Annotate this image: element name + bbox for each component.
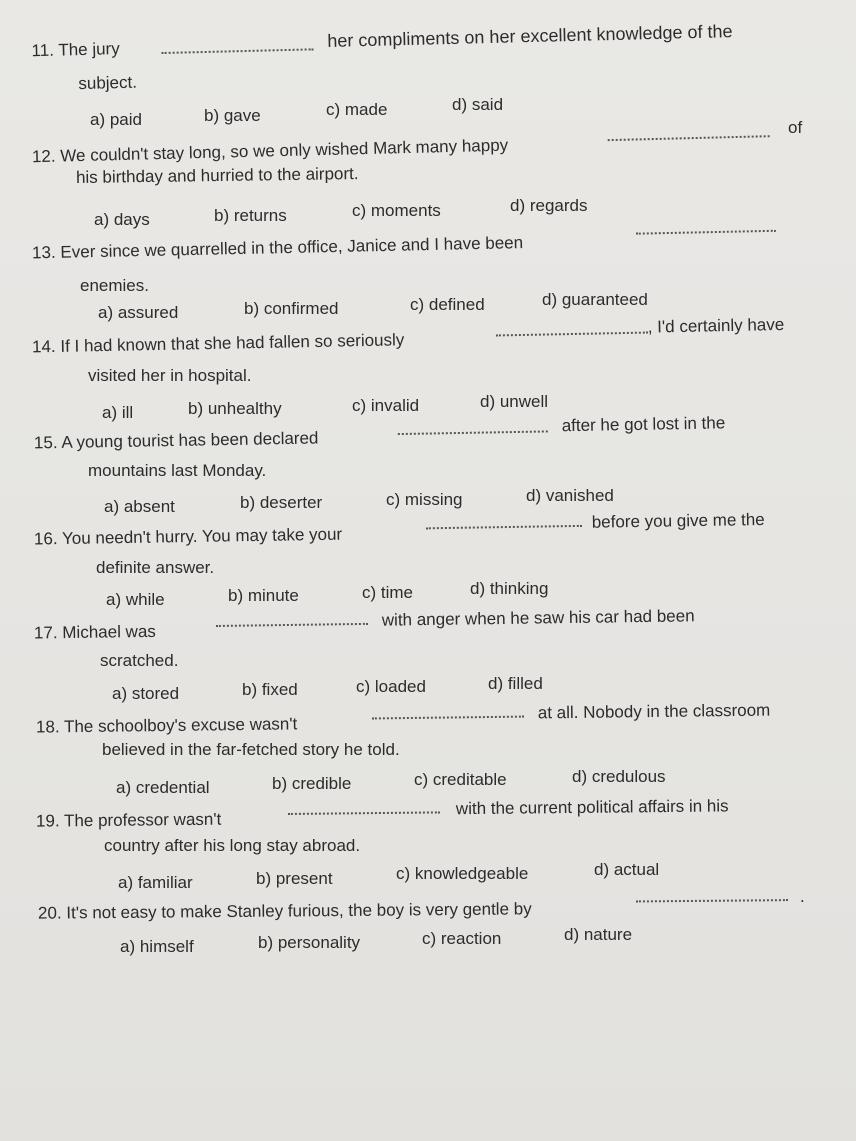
option-a[interactable]: a) credential [116,778,210,797]
question-text: 20. It's not easy to make Stanley furious, the boy is very gentle by [37,899,532,923]
option-b[interactable]: b) personality [258,933,361,952]
question-text: his birthday and hurried to the airport. [75,164,359,187]
option-a[interactable]: a) familiar [118,873,193,892]
question-text: believed in the far-fetched story he told. [102,740,400,759]
option-a[interactable]: a) paid [90,110,142,129]
answer-blank[interactable] [426,525,582,529]
option-c[interactable]: c) moments [352,201,441,220]
option-b[interactable]: b) gave [204,106,261,125]
option-b[interactable]: b) minute [228,586,299,605]
option-a[interactable]: a) ill [102,403,134,422]
question-text: 14. If I had known that she had fallen so seriously [31,330,405,357]
option-c[interactable]: c) time [362,583,413,602]
option-d[interactable]: d) actual [594,860,660,879]
question-text: enemies. [80,276,149,295]
answer-blank[interactable] [216,623,368,627]
option-a[interactable]: a) assured [98,303,179,322]
question-text: of [788,118,803,137]
answer-blank[interactable] [636,899,788,902]
question-text: her compliments on her excellent knowledge of the [327,21,733,51]
question-text: before you give me the [591,509,765,532]
option-b[interactable]: b) credible [272,774,352,793]
option-c[interactable]: c) loaded [356,677,426,696]
option-c[interactable]: c) missing [386,490,463,509]
option-d[interactable]: d) thinking [470,579,549,598]
option-a[interactable]: a) absent [104,497,175,516]
option-d[interactable]: d) unwell [480,392,549,411]
option-d[interactable]: d) guaranteed [542,290,648,309]
question-text: with the current political affairs in his [455,796,729,819]
question-text: at all. Nobody in the classroom [537,700,771,723]
question-20 [0,885,856,932]
option-c[interactable]: c) invalid [352,396,420,415]
option-a[interactable]: a) himself [120,937,194,956]
option-d[interactable]: d) regards [510,196,588,215]
answer-blank[interactable] [636,230,776,235]
option-a[interactable]: a) days [94,210,150,229]
answer-blank[interactable] [608,135,770,141]
option-d[interactable]: d) nature [564,925,633,944]
answer-blank[interactable] [162,48,314,54]
question-text: country after his long stay abroad. [104,836,361,855]
question-text: 18. The schoolboy's excuse wasn't [35,714,298,737]
question-text: 13. Ever since we quarrelled in the office, Janice and I have been [31,233,524,263]
option-d[interactable]: d) credulous [572,767,666,786]
option-b[interactable]: b) deserter [240,493,323,512]
option-c[interactable]: c) creditable [414,770,507,789]
option-c[interactable]: c) reaction [422,929,502,948]
option-b[interactable]: b) confirmed [244,299,339,318]
option-c[interactable]: c) knowledgeable [396,864,529,883]
option-d[interactable]: d) said [452,95,504,114]
question-text: 12. We couldn't stay long, so we only wished Mark many happy [31,135,509,167]
option-b[interactable]: b) present [256,869,333,888]
question-text: 11. The jury [31,39,120,61]
question-text: 19. The professor wasn't [35,809,222,831]
option-d[interactable]: d) vanished [526,486,614,505]
question-text: , I'd certainly have [647,314,785,337]
question-text: . [799,886,805,907]
option-b[interactable]: b) fixed [242,680,298,699]
question-text: visited her in hospital. [88,366,252,385]
option-a[interactable]: a) stored [112,684,180,703]
answer-blank[interactable] [496,332,648,337]
answer-blank[interactable] [398,430,548,435]
question-text: subject. [78,72,138,94]
answer-blank[interactable] [372,716,524,720]
question-text: 17. Michael was [33,621,156,643]
option-d[interactable]: d) filled [488,674,543,693]
option-c[interactable]: c) made [326,100,388,119]
question-text: 16. You needn't hurry. You may take your [33,524,343,549]
option-b[interactable]: b) returns [214,206,287,225]
question-text: after he got lost in the [561,413,726,436]
question-text: 15. A young tourist has been declared [33,428,319,453]
option-a[interactable]: a) while [106,590,165,609]
answer-blank[interactable] [288,811,440,815]
option-b[interactable]: b) unhealthy [188,399,282,418]
question-text: definite answer. [96,558,215,577]
option-c[interactable]: c) defined [410,295,485,314]
question-text: mountains last Monday. [88,461,267,480]
question-text: with anger when he saw his car had been [381,606,695,630]
question-text: scratched. [100,651,179,670]
